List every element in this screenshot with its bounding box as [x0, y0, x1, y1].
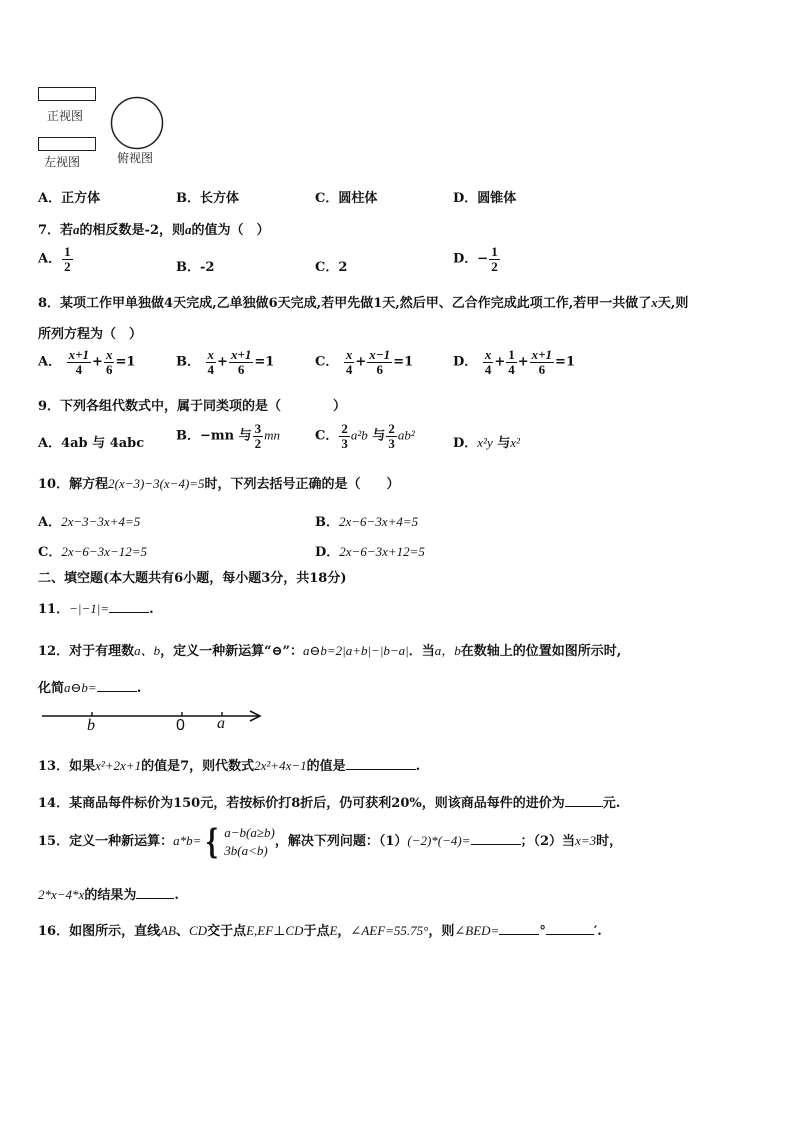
top-view-label: 俯视图: [117, 151, 154, 165]
q7-option-c: C．2: [315, 260, 348, 275]
q8-option-c: C． $\frac{x}{4}$ + $\frac{x-1}{6}$ =1: [315, 347, 414, 377]
number-line-label-a: a: [217, 715, 225, 732]
number-line-label-0: 0: [176, 717, 185, 734]
top-view-circle: [109, 96, 165, 152]
q11-answer-blank[interactable]: [109, 600, 149, 613]
number-line-label-b: b: [87, 717, 95, 734]
q16-degree-blank[interactable]: [499, 922, 539, 935]
front-view-label: 正视图: [47, 109, 84, 123]
q11: 11．−|−1|= .: [38, 601, 154, 617]
q6-option-a: A．正方体: [38, 191, 101, 206]
q10-option-d: D．2x−6−3x+12=5: [315, 544, 425, 560]
q14: 14．某商品每件标价为150元，若按标价打8折后，仍可获利20%，则该商品每件的进价为 元.: [38, 796, 621, 811]
q12-answer-blank[interactable]: [97, 679, 137, 692]
left-view-rectangle: [38, 137, 96, 151]
q10-option-b: B．2x−6−3x+4=5: [315, 514, 419, 530]
q9-stem: 9．下列各组代数式中，属于同类项的是（ ）: [38, 399, 347, 414]
q15-line1: 15．定义一种新运算：a*b= { a−b(a≥b) 3b(a<b) ，解决下列问题：（1）(−2)*(−4)= ；（2）当x=3时，: [38, 821, 623, 862]
front-view-rectangle: [38, 87, 96, 101]
q10-option-c: C．2x−6−3x−12=5: [38, 544, 147, 560]
q9-option-b: B．−mn 与 $\frac{3}{2}$ mn: [176, 421, 281, 451]
q15-answer-blank-2[interactable]: [136, 886, 174, 899]
left-view-label: 左视图: [44, 155, 81, 169]
q6-option-c: C．圆柱体: [315, 191, 378, 206]
q8-stem-line1: 8．某项工作甲单独做4天完成,乙单独做6天完成,若甲先做1天,然后甲、乙合作完成此项工作,若甲一共做了x天,则: [38, 295, 689, 311]
q15-answer-blank-1[interactable]: [471, 832, 521, 845]
q7-option-a: A． $\frac{1}{2}$: [38, 244, 71, 274]
q10-stem: 10．解方程2(x−3)−3(x−4)=5时，下列去括号正确的是（ ）: [38, 476, 400, 492]
q14-answer-blank[interactable]: [565, 794, 603, 807]
q13-answer-blank[interactable]: [346, 757, 416, 770]
q16-minute-blank[interactable]: [546, 922, 594, 935]
q16: 16．如图所示，直线AB、CD交于点E,EF⊥CD于点E，∠AEF=55.75°，则∠BED= ° ′.: [38, 923, 602, 939]
q8-option-d: D． $\frac{x}{4}$ + $\frac{1}{4}$ + $\frac{x+1}{6}$ =1: [453, 347, 575, 377]
section-fill-in-heading: 二、填空题(本大题共有6小题，每小题3分，共18分): [38, 571, 347, 586]
q6-option-b: B．长方体: [176, 191, 239, 206]
number-line: [36, 706, 268, 736]
q15-line2: 2*x−4*x的结果为 .: [38, 887, 179, 903]
q8-stem-line2: 所列方程为（ ）: [38, 327, 143, 342]
q6-option-d: D．圆锥体: [453, 191, 517, 206]
q7-option-d: D．− $\frac{1}{2}$: [453, 244, 498, 274]
q8-option-a: A． $\frac{x+1}{4}$ + $\frac{x}{6}$ =1: [38, 347, 136, 377]
q8-option-b: B． $\frac{x}{4}$ + $\frac{x+1}{6}$ =1: [176, 347, 275, 377]
q10-option-a: A．2x−3−3x+4=5: [38, 514, 141, 530]
q15-piecewise-definition: { a−b(a≥b) 3b(a<b): [205, 821, 275, 862]
q12-line2: 化简a⊖b= .: [38, 680, 142, 696]
q9-option-a: A．4ab 与 4abc: [38, 436, 145, 451]
q7-option-b: B．-2: [176, 260, 215, 275]
q9-option-d: D．x²y 与x²: [453, 435, 520, 451]
q7-stem: 7．若a的相反数是-2，则a的值为（ ）: [38, 222, 270, 238]
q9-option-c: C． $\frac{2}{3}$ a²b 与 $\frac{2}{3}$ ab²: [315, 421, 415, 451]
q13: 13．如果x²+2x+1的值是7，则代数式2x²+4x−1的值是 .: [38, 758, 421, 774]
q12-line1: 12．对于有理数a、b，定义一种新运算“⊖”：a⊖b=2|a+b|−|b−a|．当a，b在数轴上的位置如图所示时,: [38, 643, 622, 659]
